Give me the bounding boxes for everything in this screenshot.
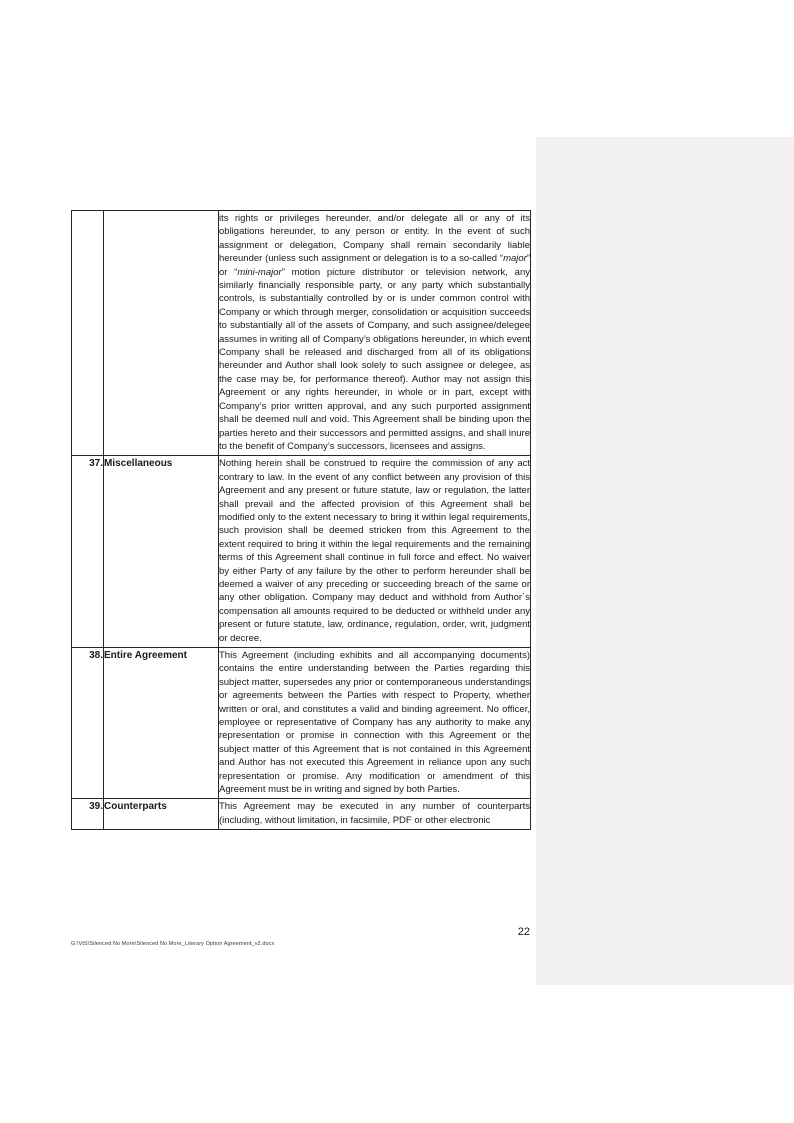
table-row <box>72 456 531 648</box>
agreement-table <box>71 210 531 830</box>
clause-text: This Agreement may be executed in any number of counterparts (including, without limitation, in facsimile, PDF or other electronic <box>219 801 530 826</box>
page-margin-shade <box>536 137 794 985</box>
clause-text: its rights or privileges hereunder, and/or delegate all or any of its obligations hereunder, to any person or entity. In the event of such assignment or delegation, Company shall remain secondarily liable hereunder (unless such assignment or delegation is to a so-called “major” or “mini-major” motion picture distributor or television network, any similarly financially responsible party, or any party which substantially controls, is substantially controlled by or is under common control with Company or which through merger, consolidation or acquisition succeeds to substantially all of the assets of Company, and such assignee/delegee assumes in writing all of Company’s obligations hereunder, in which event Company shall be released and discharged from all of its obligations hereunder and Author shall look solely to such assignee or delegee, as the case may be, for performance thereof). Author may not assign this Agreement or any rights hereunder, in whole or in part, except with Company’s prior written approval, and any such purported assignment shall be deemed null and void. This Agreement shall be binding upon the parties hereto and their successors and permitted assigns, and shall inure to the benefit of Company’s successors, licensees and assigns. <box>219 213 530 452</box>
clause-label: Entire Agreement <box>104 648 219 799</box>
clause-text: Nothing herein shall be construed to require the commission of any act contrary to law. In the event of any conflict between any provision of this Agreement and any present or future statute, law or regulation, the latter shall prevail and the affected provision of this Agreement shall be modified only to the extent necessary to bring it within legal requirements, such provision shall be deemed stricken from this Agreement to the extent required to bring it within the legal requirements and the remaining terms of this Agreement shall continue in full force and effect. No waiver by either Party of any failure by the other to perform hereunder shall be deemed a waiver of any preceding or succeeding breach of the same or any other obligation. Company may deduct and withhold from Author´s compensation all amounts required to be deducted or withheld under any present or future statute, law, ordinance, regulation, order, writ, judgment or decree. <box>219 458 530 644</box>
page-number: 22 <box>517 926 530 938</box>
table-row <box>72 648 531 799</box>
clause-label: Counterparts <box>104 799 219 830</box>
clause-number: 38. <box>72 648 104 799</box>
clause-label <box>104 211 219 456</box>
clause-label: Miscellaneous <box>104 456 219 648</box>
clause-number <box>72 211 104 456</box>
table-row <box>72 799 531 830</box>
clause-number: 37. <box>72 456 104 648</box>
agreement-table-body <box>72 211 531 830</box>
clause-text: This Agreement (including exhibits and all accompanying documents) contains the entire understanding between the Parties regarding this subject matter, supersedes any prior or contemporaneous understandings or agreements between the Parties with respect to Property, whether written or oral, and constitutes a valid and binding agreement. No officer, employee or representative of Company has any authority to make any representation or promise in connection with this Agreement or the subject matter of this Agreement that is not contained in this Agreement and Author has not executed this Agreement in reliance upon any such representation or promise. Any modification or amendment of this Agreement must be in writing and signed by both Parties. <box>219 650 530 796</box>
footer-file-path: G:\VtS\Silenced No More\Silenced No More_Literary Option Agreement_v2.docx <box>71 941 275 947</box>
table-row <box>72 211 531 456</box>
clause-number: 39. <box>72 799 104 830</box>
